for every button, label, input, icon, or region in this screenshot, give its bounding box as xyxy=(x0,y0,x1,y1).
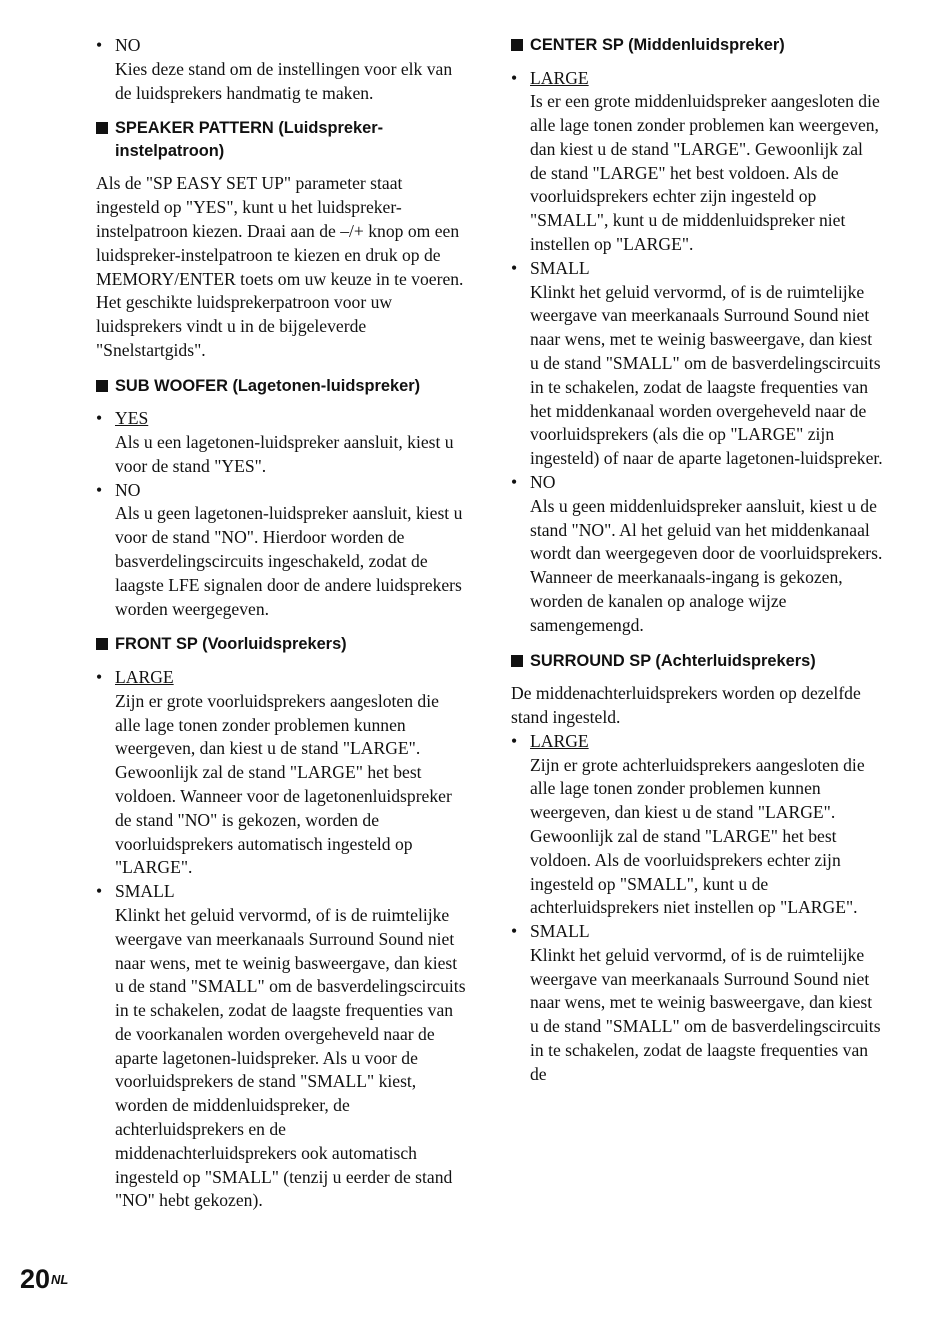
bullet: • xyxy=(96,408,103,429)
square-bullet-icon xyxy=(96,122,108,134)
option-description: Is er een grote middenluidspreker aangesloten die alle lage tonen zonder problemen kan weergeven, dan kiest u de stand "LARGE". Gewoonlijk zal de stand "LARGE" het best voldoen. Als de voorluidsprekers echter zijn ingesteld op "SMALL", kunt u de middenluidspreker niet instellen op "LARGE". xyxy=(530,91,880,255)
bullet: • xyxy=(511,730,518,751)
option-yes-item xyxy=(96,407,468,478)
option-description: Als u een lagetonen-luidspreker aansluit, kiest u voor de stand "YES". xyxy=(115,432,454,476)
option-description: Als u geen lagetonen-luidspreker aansluit, kiest u voor de stand "NO". Hierdoor worden de basverdelingscircuits ingeschakeld, zodat de laagste LFE signalen door de andere luidsprekers worden weergegeven. xyxy=(115,503,463,619)
option-description: Zijn er grote voorluidsprekers aangesloten die alle lage tonen zonder problemen kunnen weergeven, dan kiest u de stand "LARGE". Gewoonlijk zal de stand "LARGE" het best voldoen. Wanneer voor de lagetonenluidspreker de stand "NO" is gekozen, worden de voorluidsprekers automatisch ingesteld op "LARGE". xyxy=(115,690,452,878)
option-label: NO xyxy=(115,35,141,55)
surround-sp-text: De middenachterluidsprekers worden op dezelfde stand ingesteld. xyxy=(511,683,861,727)
option-label: YES xyxy=(115,408,149,429)
option-no-item xyxy=(96,34,468,105)
option-description: Klinkt het geluid vervormd, of is de ruimtelijke weergave van meerkanaals Surround Sound niet naar wens, met te weinig basweergave, dan kiest u de stand "SMALL" om de basverdelingscircuits in te schakelen, zodat de laagste frequenties van de voorkanalen worden overgeheveld naar de aparte lagetonen-luidspreker. Als u voor de voorluidsprekers de stand "SMALL" kiest, worden de middenluidspreker, de achterluidsprekers en de middenachterluidsprekers ook automatisch ingesteld op "SMALL" (tenzij u eerder de stand "NO" hebt gekozen). xyxy=(115,904,466,1211)
left-column xyxy=(96,34,468,1213)
bullet: • xyxy=(511,257,518,278)
option-small-item xyxy=(511,920,883,1087)
heading-surround-sp: SURROUND SP (Achterluidsprekers) xyxy=(511,650,883,673)
option-description: Klinkt het geluid vervormd, of is de ruimtelijke weergave van meerkanaals Surround Sound niet naar wens, met te weinig basweergave, dan kiest u de stand "SMALL" om de basverdelingscircuits in te schakelen, zodat de laagste frequenties van de xyxy=(530,944,881,1084)
heading-sub-woofer: SUB WOOFER (Lagetonen-luidspreker) xyxy=(96,375,468,398)
bullet: • xyxy=(511,921,518,942)
bullet: • xyxy=(96,666,103,687)
heading-center-sp: CENTER SP (Middenluidspreker) xyxy=(511,34,883,57)
option-no-item xyxy=(511,471,883,638)
option-large-item xyxy=(511,730,883,920)
page-language-suffix: NL xyxy=(51,1272,69,1287)
bullet: • xyxy=(511,472,518,493)
option-label: NO xyxy=(530,472,556,493)
option-note: Wanneer de meerkanaals-ingang is gekozen, worden de kanalen op analoge wijze samengemengd. xyxy=(530,567,843,635)
square-bullet-icon xyxy=(511,655,523,667)
option-description: Klinkt het geluid vervormd, of is de ruimtelijke weergave van meerkanaals Surround Sound niet naar wens, met te weinig basweergave, dan kiest u de stand "SMALL" om de basverdelingscircuits in te schakelen, zodat de laagste frequenties van het middenkanaal worden overgeheveld naar de voorluidsprekers (als die op "LARGE" zijn ingesteld) of naar de aparte lagetonen-luidspreker. xyxy=(530,281,883,469)
heading-speaker-pattern: SPEAKER PATTERN (Luidspreker-instelpatroon) xyxy=(96,117,468,162)
option-label: LARGE xyxy=(530,67,589,88)
heading-front-sp: FRONT SP (Voorluidsprekers) xyxy=(96,633,468,656)
square-bullet-icon xyxy=(511,39,523,51)
option-label: SMALL xyxy=(530,921,590,942)
page-number-value: 20 xyxy=(20,1264,51,1294)
option-large-item xyxy=(511,67,883,257)
bullet: • xyxy=(96,479,103,500)
page-number xyxy=(20,1263,68,1295)
option-description: Als u geen middenluidspreker aansluit, kiest u de stand "NO". Al het geluid van het middenkanaal wordt dan weergegeven door de voorluidsprekers. xyxy=(530,495,883,564)
option-label: LARGE xyxy=(115,666,174,687)
option-description: Kies deze stand om de instellingen voor elk van de luidsprekers handmatig te maken. xyxy=(115,58,453,103)
option-label: SMALL xyxy=(115,881,175,902)
square-bullet-icon xyxy=(96,638,108,650)
option-no-item xyxy=(96,479,468,622)
bullet: • xyxy=(511,67,518,88)
option-large-item xyxy=(96,666,468,880)
square-bullet-icon xyxy=(96,380,108,392)
option-label: LARGE xyxy=(530,730,589,751)
option-label: NO xyxy=(115,479,141,500)
option-label: SMALL xyxy=(530,257,590,278)
option-small-item xyxy=(511,257,883,471)
right-column xyxy=(511,34,883,1087)
bullet: • xyxy=(96,881,103,902)
speaker-pattern-text: Als de "SP EASY SET UP" parameter staat ingesteld op "YES", kunt u het luidspreker-instelpatroon kiezen. Draai aan de –/+ knop om een luidspreker-instelpatroon te kiezen en druk op de MEMORY/ENTER toets om uw keuze in te voeren. Het geschikte luidsprekerpatroon voor uw luidsprekers vindt u in de bijgeleverde "Snelstartgids". xyxy=(96,173,464,360)
bullet: • xyxy=(96,35,103,55)
option-small-item xyxy=(96,880,468,1213)
option-description: Zijn er grote achterluidsprekers aangesloten die alle lage tonen zonder problemen kunnen weergeven, dan kiest u de stand "LARGE". Gewoonlijk zal de stand "LARGE" het best voldoen. Als de voorluidsprekers echter zijn ingesteld op "SMALL", kunt u de achterluidsprekers niet instellen op "LARGE". xyxy=(530,754,865,918)
